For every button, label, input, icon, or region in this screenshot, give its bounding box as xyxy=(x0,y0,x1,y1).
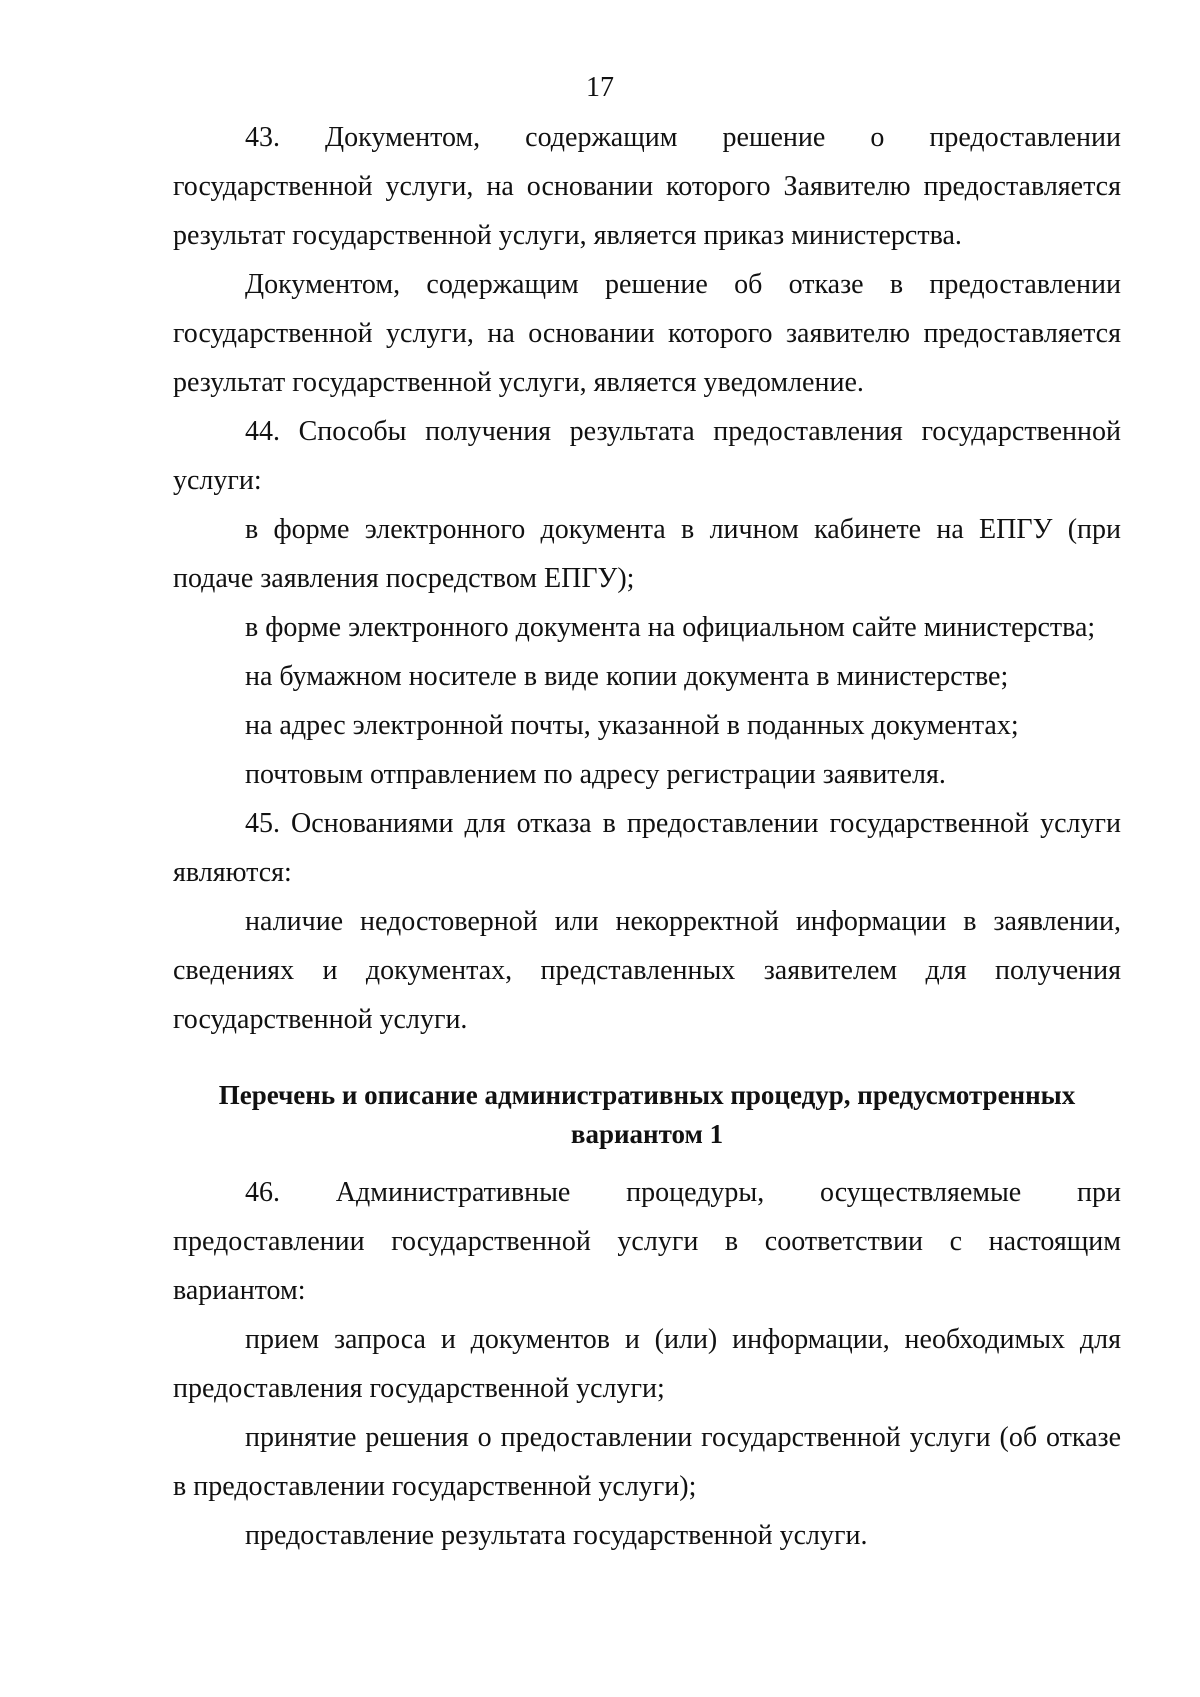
paragraph-44: 44. Способы получения результата предоставления государственной услуги: xyxy=(173,416,1121,496)
document-body-bottom xyxy=(173,1168,1121,1560)
section-heading: Перечень и описание административных процедур, предусмотренных вариантом 1 xyxy=(218,1080,1076,1149)
list-item-epgu: в форме электронного документа в личном кабинете на ЕПГУ (при подаче заявления посредством ЕПГУ); xyxy=(173,514,1121,594)
list-item-decision: принятие решения о предоставлении государственной услуги (об отказе в предоставлении государственной услуги); xyxy=(173,1422,1121,1502)
document-body-top xyxy=(173,113,1121,1044)
list-item-invalid-info: наличие недостоверной или некорректной информации в заявлении, сведениях и документах, представленных заявителем для получения государственной услуги. xyxy=(173,906,1121,1035)
list-item-postal: почтовым отправлением по адресу регистрации заявителя. xyxy=(245,759,946,790)
list-item-request-intake: прием запроса и документов и (или) информации, необходимых для предоставления государственной услуги; xyxy=(173,1324,1121,1404)
paragraph-46: 46. Административные процедуры, осуществляемые при предоставлении государственной услуги в соответствии с настоящим вариантом: xyxy=(173,1177,1121,1306)
list-item-official-site: в форме электронного документа на официальном сайте министерства; xyxy=(245,612,1096,643)
list-item-email: на адрес электронной почты, указанной в поданных документах; xyxy=(245,710,1019,741)
list-item-paper-copy: на бумажном носителе в виде копии документа в министерстве; xyxy=(245,661,1009,692)
paragraph-45: 45. Основаниями для отказа в предоставлении государственной услуги являются: xyxy=(173,808,1121,888)
list-item-result: предоставление результата государственной услуги. xyxy=(245,1520,868,1551)
paragraph-43: 43. Документом, содержащим решение о предоставлении государственной услуги, на основании которого Заявителю предоставляется результат государственной услуги, является приказ министерства. xyxy=(173,122,1121,251)
paragraph-43-refusal: Документом, содержащим решение об отказе в предоставлении государственной услуги, на основании которого заявителю предоставляется результат государственной услуги, является уведомление. xyxy=(173,269,1121,398)
page-number: 17 xyxy=(586,72,614,103)
